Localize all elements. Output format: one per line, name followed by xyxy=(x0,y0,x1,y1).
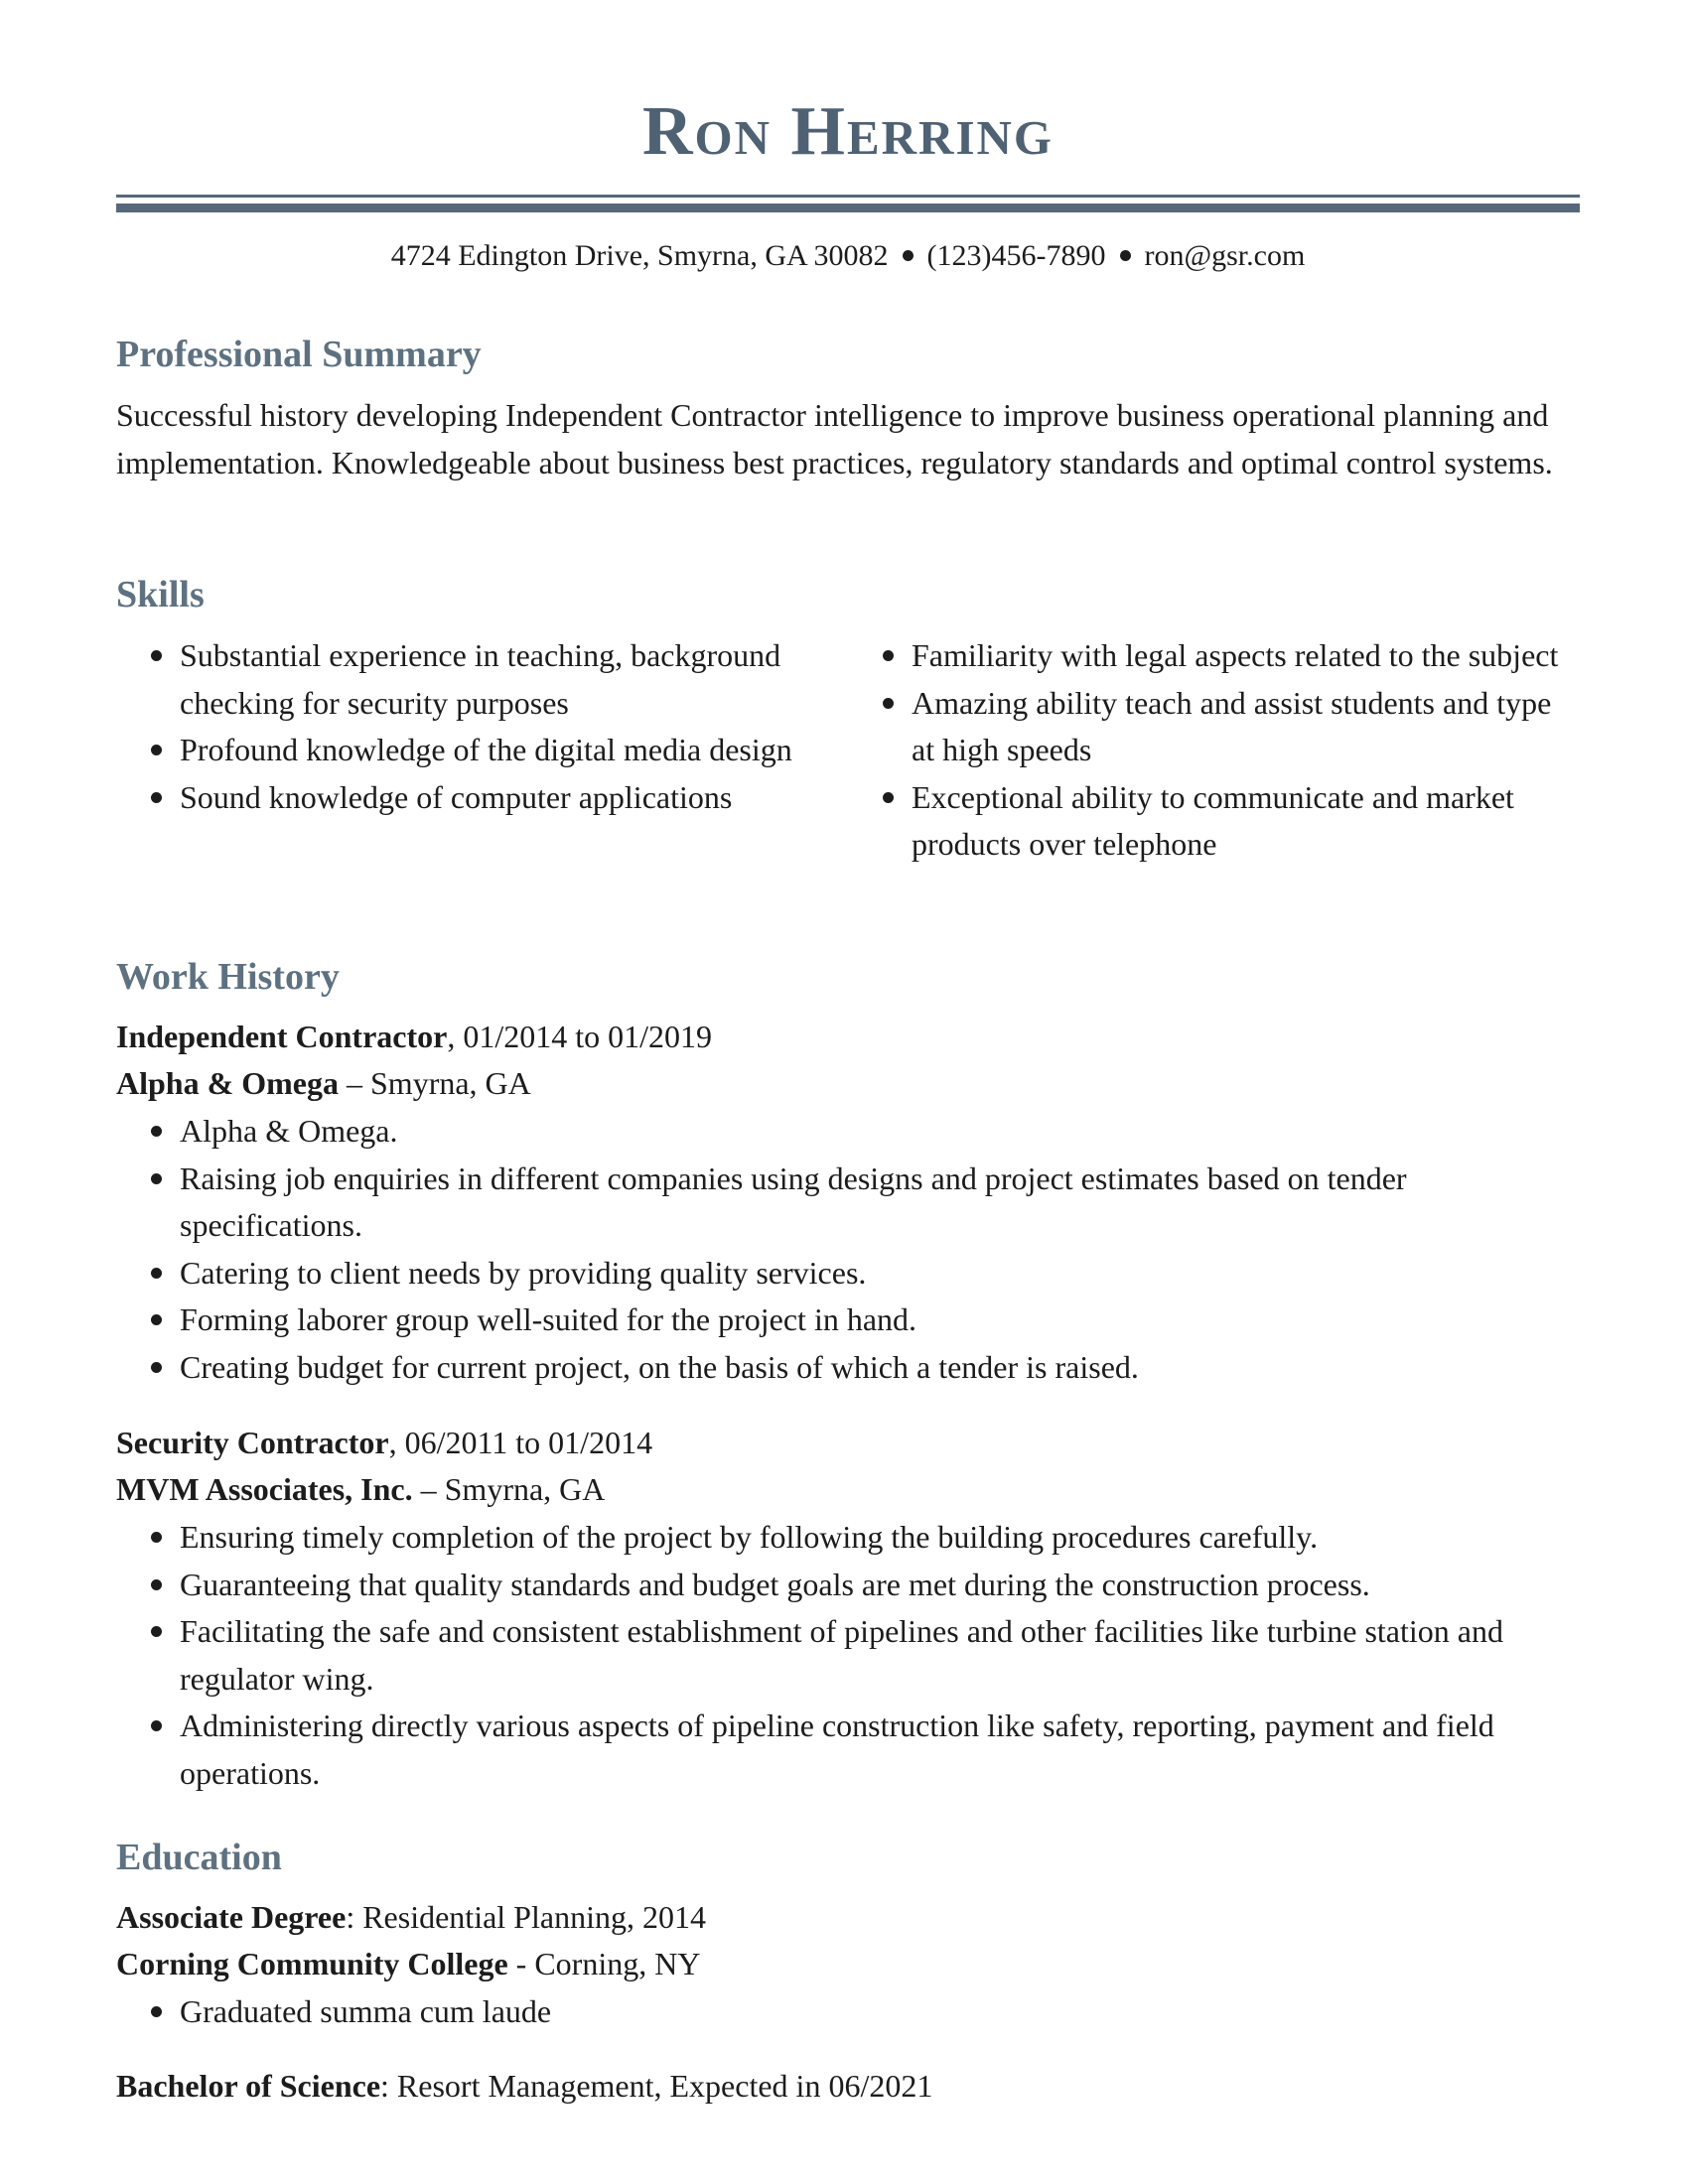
job-bullets xyxy=(116,1514,1580,1797)
job-location: – Smyrna, GA xyxy=(412,1471,606,1507)
job-bullet: Ensuring timely completion of the project by following the building procedures carefully. xyxy=(116,1514,1580,1562)
bullet-icon xyxy=(883,698,894,709)
bullet-icon xyxy=(883,792,894,803)
degree-detail: : Residential Planning, 2014 xyxy=(346,1899,706,1935)
bullet-icon xyxy=(883,650,894,661)
education-bullets xyxy=(116,1988,1580,2036)
contact-email: ron@gsr.com xyxy=(1144,239,1306,272)
job-location: – Smyrna, GA xyxy=(339,1065,531,1101)
skill-item: Profound knowledge of the digital media design xyxy=(116,727,851,774)
bullet-icon xyxy=(151,1532,162,1543)
bullet-icon xyxy=(151,1579,162,1590)
job-bullet: Forming laborer group well-suited for the project in hand. xyxy=(116,1297,1580,1344)
skill-item: Sound knowledge of computer applications xyxy=(116,774,851,822)
summary-text: Successful history developing Independent Contractor intelligence to improve business operational planning and implementation. Knowledgeable about business best practices, regulatory standards and optimal control systems. xyxy=(116,397,1553,480)
job-role: Independent Contractor xyxy=(116,1019,448,1054)
candidate-name: Ron Herring xyxy=(641,93,1055,170)
bullet-icon xyxy=(151,1314,162,1325)
header-rule-thick xyxy=(116,204,1580,212)
bullet-icon xyxy=(151,1268,162,1279)
job-company: MVM Associates, Inc. xyxy=(116,1471,413,1507)
skill-item: Substantial experience in teaching, background checking for security purposes xyxy=(116,632,851,727)
education-bullet: Graduated summa cum laude xyxy=(116,1988,1580,2036)
bullet-separator-icon xyxy=(903,250,914,261)
bullet-icon xyxy=(151,650,162,661)
job-bullet: Guaranteeing that quality standards and budget goals are met during the construction process. xyxy=(116,1562,1580,1609)
skill-item: Amazing ability teach and assist students and type at high speeds xyxy=(848,680,1580,774)
school-name: Corning Community College xyxy=(116,1946,508,1981)
job-company-line xyxy=(116,1466,605,1514)
bullet-icon xyxy=(151,1126,162,1137)
work-heading: Work History xyxy=(116,956,340,998)
job-company: Alpha & Omega xyxy=(116,1065,339,1101)
job-bullet: Creating budget for current project, on the basis of which a tender is raised. xyxy=(116,1344,1580,1392)
contact-line xyxy=(116,238,1580,274)
bullet-icon xyxy=(151,1720,162,1731)
bullet-icon xyxy=(151,745,162,755)
skills-list-left xyxy=(116,632,851,821)
job-dates: , 06/2011 to 01/2014 xyxy=(388,1425,653,1460)
bullet-separator-icon xyxy=(1120,250,1131,261)
bullet-icon xyxy=(151,1626,162,1637)
job-bullet: Administering directly various aspects of pipeline construction like safety, reporting, payment and field operations. xyxy=(116,1703,1580,1797)
contact-phone: (123)456-7890 xyxy=(926,239,1106,272)
school-location: - Corning, NY xyxy=(507,1946,701,1981)
degree-line xyxy=(116,2063,932,2111)
contact-address: 4724 Edington Drive, Smyrna, GA 30082 xyxy=(390,239,889,272)
bullet-icon xyxy=(151,792,162,803)
job-role: Security Contractor xyxy=(116,1425,389,1460)
summary-heading: Professional Summary xyxy=(116,334,482,375)
job-bullets xyxy=(116,1108,1580,1391)
skill-item: Exceptional ability to communicate and market products over telephone xyxy=(848,774,1580,869)
degree-line xyxy=(116,1894,706,1942)
skills-heading: Skills xyxy=(116,574,205,615)
skills-list-right xyxy=(848,632,1580,869)
job-bullet: Raising job enquiries in different companies using designs and project estimates based on tender specifications. xyxy=(116,1156,1580,1250)
bullet-icon xyxy=(151,1173,162,1184)
job-title-line xyxy=(116,1420,652,1467)
education-heading: Education xyxy=(116,1837,282,1878)
job-dates: , 01/2014 to 01/2019 xyxy=(447,1019,712,1054)
job-bullet: Facilitating the safe and consistent establishment of pipelines and other facilities like turbine station and regulator wing. xyxy=(116,1608,1580,1703)
bullet-icon xyxy=(151,2006,162,2017)
skill-item: Familiarity with legal aspects related to the subject xyxy=(848,632,1580,680)
degree-detail: : Resort Management, Expected in 06/2021 xyxy=(380,2068,933,2104)
degree-name: Bachelor of Science xyxy=(116,2068,381,2104)
bullet-icon xyxy=(151,1362,162,1373)
degree-name: Associate Degree xyxy=(116,1899,347,1935)
school-line xyxy=(116,1941,700,1988)
job-bullet: Alpha & Omega. xyxy=(116,1108,1580,1156)
job-company-line xyxy=(116,1060,531,1108)
job-title-line xyxy=(116,1014,712,1061)
job-bullet: Catering to client needs by providing quality services. xyxy=(116,1250,1580,1297)
header-rule-thin xyxy=(116,195,1580,198)
